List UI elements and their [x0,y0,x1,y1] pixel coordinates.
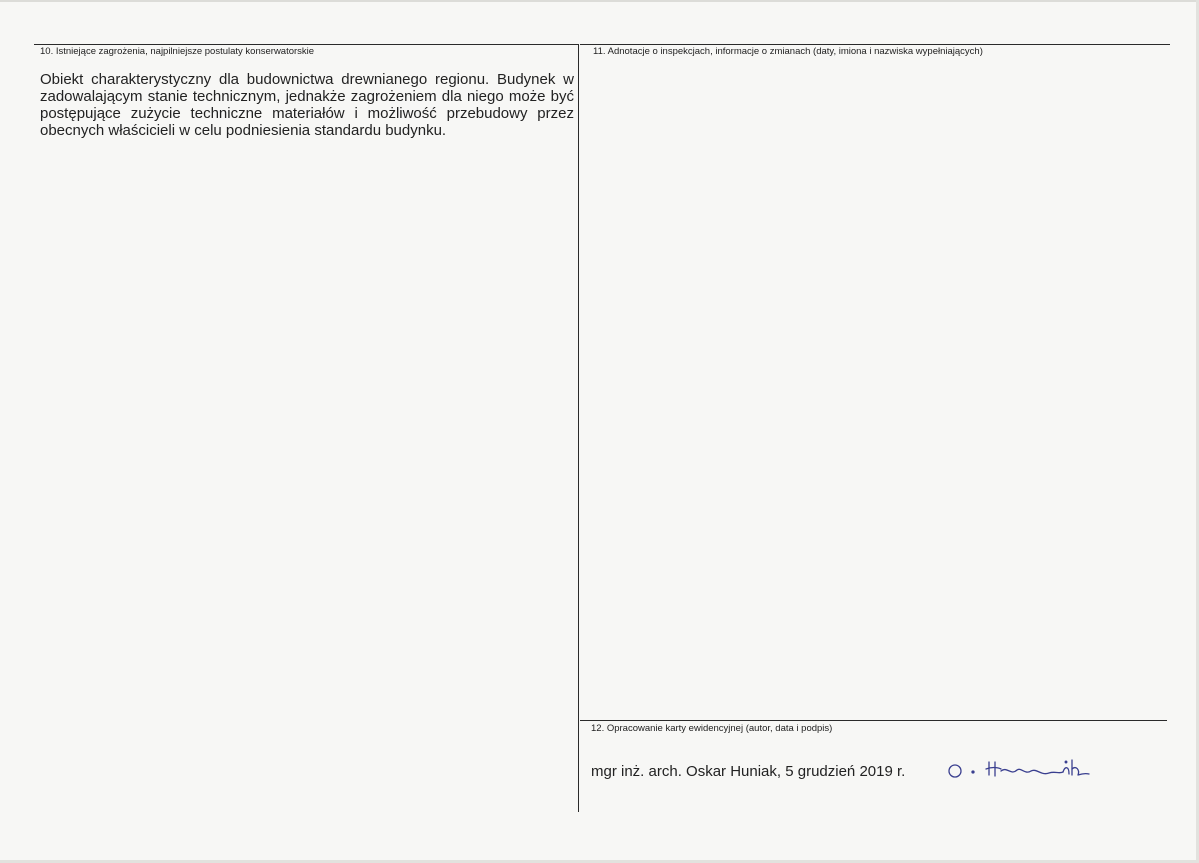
page-edge-top [0,0,1199,2]
section-11-top-rule [580,44,1170,45]
section-12-author-line: mgr inż. arch. Oskar Huniak, 5 grudzień 2019 r. [591,763,906,780]
column-divider [578,44,579,812]
handwritten-signature [945,752,1095,788]
section-11-label: 11. Adnotacje o inspekcjach, informacje o zmianach (daty, imiona i nazwiska wypełniających) [593,46,983,57]
section-10-body: Obiekt charakterystyczny dla budownictwa drewnianego regionu. Budynek w zadowalającym stanie technicznym, jednakże zagrożeniem dla niego może być postępujące zużycie techniczne materiałów i możliwość przebudowy przez obecnych właścicieli w celu podniesienia standardu budynku. [40,71,574,139]
section-10-top-rule [34,44,578,45]
section-12-top-rule [580,720,1167,721]
section-10-label: 10. Istniejące zagrożenia, najpilniejsze postulaty konserwatorskie [40,46,315,57]
section-12-label: 12. Opracowanie karty ewidencyjnej (autor, data i podpis) [591,723,833,734]
